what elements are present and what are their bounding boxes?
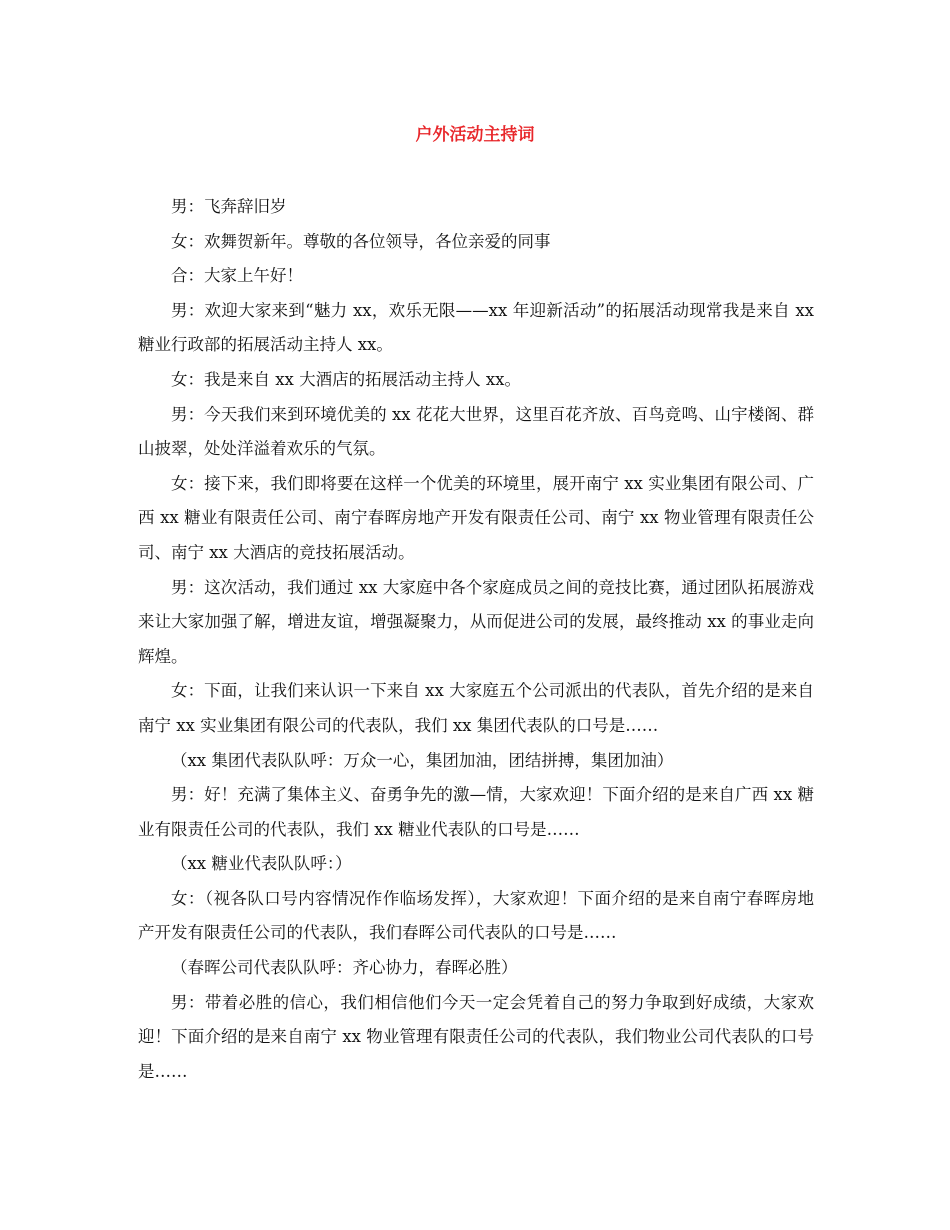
paragraph: 女：（视各队口号内容情况作作临场发挥），大家欢迎！下面介绍的是来自南宁春晖房地产开发有限责任公司的代表队，我们春晖公司代表队的口号是……	[138, 888, 814, 943]
paragraph: 女：欢舞贺新年。尊敬的各位领导，各位亲爱的同事	[171, 231, 551, 251]
document-title: 户外活动主持词	[415, 125, 535, 145]
paragraph: 女：下面，让我们来认识一下来自 xx 大家庭五个公司派出的代表队，首先介绍的是来自南宁 xx 实业集团有限公司的代表队，我们 xx 集团代表队的口号是……	[138, 681, 814, 735]
paragraph: 男：带着必胜的信心，我们相信他们今天一定会凭着自己的努力争取到好成绩，大家欢迎！下面介绍的是来自南宁 xx 物业管理有限责任公司的代表队，我们物业公司代表队的口号是……	[138, 992, 814, 1081]
paragraph: （春晖公司代表队队呼：齐心协力，春晖必胜）	[171, 958, 518, 978]
paragraph: 男：好！充满了集体主义、奋勇争先的激—情，大家欢迎！下面介绍的是来自广西 xx 糖业有限责任公司的代表队，我们 xx 糖业代表队的口号是……	[138, 785, 814, 839]
paragraph: 女：接下来，我们即将要在这样一个优美的环境里，展开南宁 xx 实业集团有限公司、广西 xx 糖业有限责任公司、南宁春晖房地产开发有限责任公司、南宁 xx 物业管理有限责任公司、南宁 xx 大酒店的竞技拓展活动。	[138, 473, 814, 562]
paragraph: 男：这次活动，我们通过 xx 大家庭中各个家庭成员之间的竞技比赛，通过团队拓展游戏来让大家加强了解，增进友谊，增强凝聚力，从而促进公司的发展，最终推动 xx 的事业走向辉煌。	[138, 577, 814, 666]
paragraph: 男：飞奔辞旧岁	[171, 197, 287, 216]
paragraph: （xx 糖业代表队队呼：）	[171, 854, 352, 874]
paragraph: 女：我是来自 xx 大酒店的拓展活动主持人 xx。	[171, 369, 521, 389]
paragraph: 男：今天我们来到环境优美的 xx 花花大世界，这里百花齐放、百鸟竞鸣、山宇楼阁、群山披翠，处处洋溢着欢乐的气氛。	[138, 404, 814, 459]
paragraph: 男：欢迎大家来到“魅力 xx，欢乐无限——xx 年迎新活动”的拓展活动现常我是来自 xx 糖业行政部的拓展活动主持人 xx。	[138, 300, 814, 355]
paragraph: 合：大家上午好！	[171, 266, 303, 286]
paragraph: （xx 集团代表队队呼：万众一心，集团加油，团结拼搏，集团加油）	[171, 750, 674, 770]
document-body	[138, 190, 814, 1089]
